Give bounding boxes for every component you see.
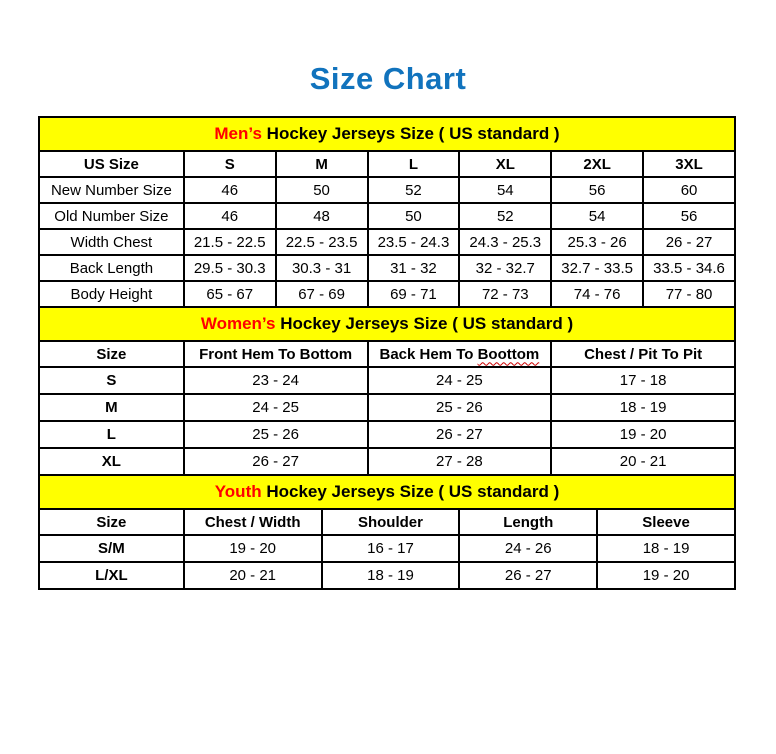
table-cell: 46: [184, 177, 276, 203]
table-row: [39, 421, 735, 448]
column-header: Sleeve: [597, 509, 735, 535]
misspelled-word: Boottom: [477, 345, 540, 363]
table-cell: 74 - 76: [551, 281, 643, 307]
row-label: Back Length: [39, 255, 184, 281]
column-header: XL: [459, 151, 551, 177]
row-label: S: [39, 367, 184, 394]
banner-text: Hockey Jerseys Size ( US standard ): [280, 314, 574, 334]
youth-banner-row: [39, 475, 735, 509]
column-header: Front Hem To Bottom: [184, 341, 368, 367]
header-text: Back Hem To: [379, 345, 474, 363]
column-header: S: [184, 151, 276, 177]
table-row: [39, 281, 735, 307]
table-cell: 25.3 - 26: [551, 229, 643, 255]
row-label: Old Number Size: [39, 203, 184, 229]
youth-size-table: [38, 474, 736, 590]
table-cell: 50: [276, 177, 368, 203]
table-row: [39, 535, 735, 562]
table-cell: 56: [643, 203, 735, 229]
table-cell: 27 - 28: [368, 448, 552, 475]
table-cell: 32.7 - 33.5: [551, 255, 643, 281]
table-cell: 72 - 73: [459, 281, 551, 307]
table-cell: 23.5 - 24.3: [368, 229, 460, 255]
column-header: L: [368, 151, 460, 177]
row-label: L: [39, 421, 184, 448]
banner-highlight: Men’s: [214, 124, 262, 144]
banner-text: Hockey Jerseys Size ( US standard ): [266, 124, 560, 144]
column-header: [368, 341, 552, 367]
table-cell: 25 - 26: [184, 421, 368, 448]
table-cell: 46: [184, 203, 276, 229]
table-row: [39, 448, 735, 475]
column-header: US Size: [39, 151, 184, 177]
column-header: Shoulder: [322, 509, 460, 535]
size-chart: [38, 116, 736, 590]
table-cell: 17 - 18: [551, 367, 735, 394]
row-label: New Number Size: [39, 177, 184, 203]
table-cell: 23 - 24: [184, 367, 368, 394]
table-cell: 52: [459, 203, 551, 229]
mens-size-table: [38, 116, 736, 308]
column-header: Chest / Width: [184, 509, 322, 535]
mens-header-row: [39, 151, 735, 177]
table-cell: 24.3 - 25.3: [459, 229, 551, 255]
column-header: Length: [459, 509, 597, 535]
table-cell: 21.5 - 22.5: [184, 229, 276, 255]
table-cell: 16 - 17: [322, 535, 460, 562]
table-row: [39, 562, 735, 589]
row-label: S/M: [39, 535, 184, 562]
page-title: Size Chart: [309, 61, 467, 96]
table-cell: 18 - 19: [322, 562, 460, 589]
womens-banner-row: [39, 307, 735, 341]
table-cell: 24 - 25: [368, 367, 552, 394]
table-row: [39, 177, 735, 203]
row-label: XL: [39, 448, 184, 475]
table-row: [39, 394, 735, 421]
table-cell: 20 - 21: [184, 562, 322, 589]
table-cell: 18 - 19: [597, 535, 735, 562]
table-cell: 18 - 19: [551, 394, 735, 421]
table-cell: 54: [459, 177, 551, 203]
column-header: Size: [39, 509, 184, 535]
table-row: [39, 229, 735, 255]
column-header: Chest / Pit To Pit: [551, 341, 735, 367]
mens-section-banner: [39, 117, 735, 151]
table-cell: 31 - 32: [368, 255, 460, 281]
table-row: [39, 255, 735, 281]
mens-banner-row: [39, 117, 735, 151]
table-cell: 25 - 26: [368, 394, 552, 421]
table-cell: 60: [643, 177, 735, 203]
table-cell: 77 - 80: [643, 281, 735, 307]
youth-section-banner: [39, 475, 735, 509]
table-cell: 50: [368, 203, 460, 229]
table-cell: 67 - 69: [276, 281, 368, 307]
table-cell: 19 - 20: [597, 562, 735, 589]
table-cell: 30.3 - 31: [276, 255, 368, 281]
table-cell: 52: [368, 177, 460, 203]
table-cell: 26 - 27: [184, 448, 368, 475]
column-header: Size: [39, 341, 184, 367]
table-cell: 29.5 - 30.3: [184, 255, 276, 281]
row-label: M: [39, 394, 184, 421]
table-cell: 19 - 20: [184, 535, 322, 562]
table-cell: 26 - 27: [643, 229, 735, 255]
column-header: 2XL: [551, 151, 643, 177]
table-cell: 56: [551, 177, 643, 203]
table-cell: 22.5 - 23.5: [276, 229, 368, 255]
table-cell: 32 - 32.7: [459, 255, 551, 281]
table-cell: 65 - 67: [184, 281, 276, 307]
row-label: Body Height: [39, 281, 184, 307]
table-cell: 24 - 25: [184, 394, 368, 421]
womens-section-banner: [39, 307, 735, 341]
youth-header-row: [39, 509, 735, 535]
table-cell: 26 - 27: [459, 562, 597, 589]
table-cell: 24 - 26: [459, 535, 597, 562]
table-cell: 26 - 27: [368, 421, 552, 448]
table-cell: 69 - 71: [368, 281, 460, 307]
table-row: [39, 203, 735, 229]
womens-size-table: [38, 306, 736, 476]
banner-highlight: Youth: [214, 482, 262, 502]
table-cell: 20 - 21: [551, 448, 735, 475]
table-cell: 48: [276, 203, 368, 229]
column-header: 3XL: [643, 151, 735, 177]
row-label: Width Chest: [39, 229, 184, 255]
table-cell: 19 - 20: [551, 421, 735, 448]
table-row: [39, 367, 735, 394]
column-header: M: [276, 151, 368, 177]
table-cell: 54: [551, 203, 643, 229]
table-cell: 33.5 - 34.6: [643, 255, 735, 281]
row-label: L/XL: [39, 562, 184, 589]
womens-header-row: [39, 341, 735, 367]
banner-text: Hockey Jerseys Size ( US standard ): [266, 482, 560, 502]
banner-highlight: Women’s: [200, 314, 276, 334]
